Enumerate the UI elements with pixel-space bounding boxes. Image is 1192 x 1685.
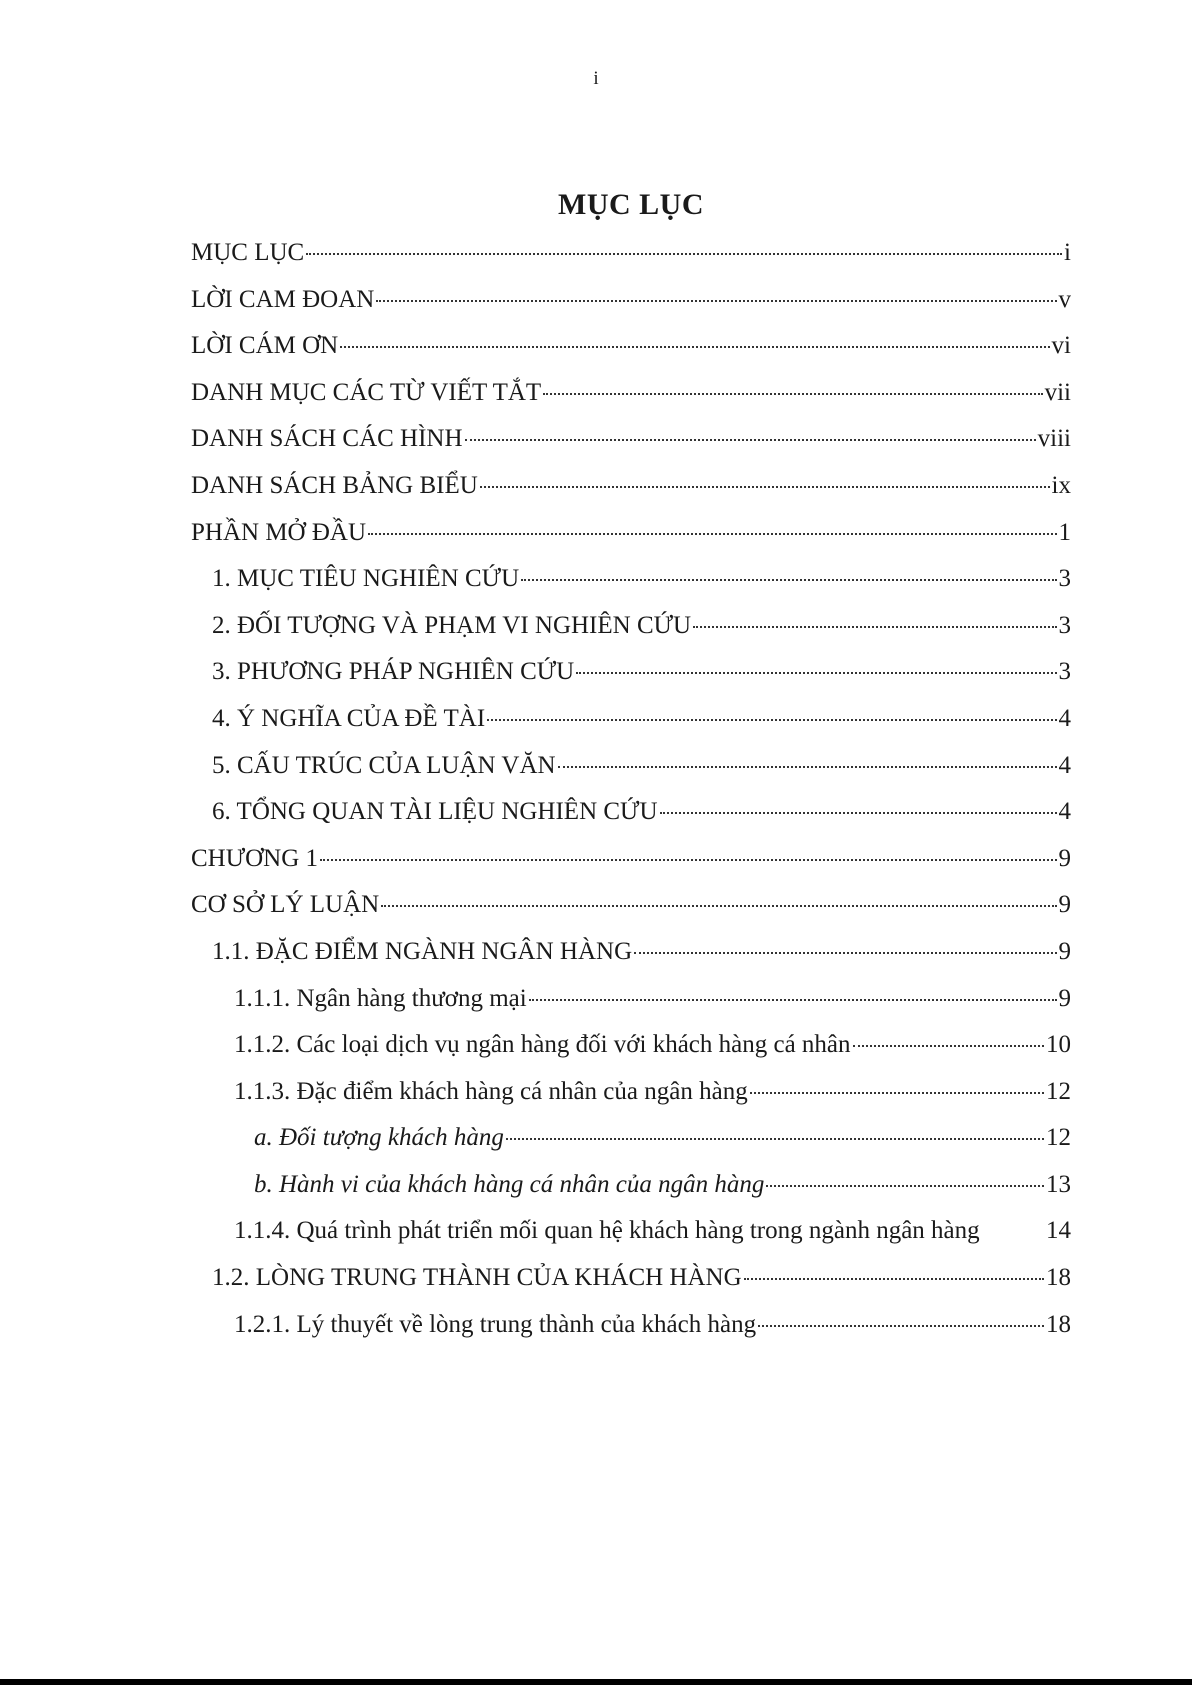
toc-entry-label: 4. Ý NGHĨA CỦA ĐỀ TÀI: [212, 704, 486, 732]
dot-leader: [376, 300, 1056, 302]
toc-entry[interactable]: [191, 286, 1071, 333]
toc-entry-page-number: 18: [1046, 1310, 1071, 1338]
toc-entry-label: LỜI CÁM ƠN: [191, 332, 339, 360]
dot-leader: [368, 533, 1056, 535]
toc-entry-page-number: 1: [1058, 518, 1071, 546]
dot-leader: [693, 626, 1056, 628]
toc-entry[interactable]: [191, 705, 1071, 752]
table-of-contents: [191, 239, 1071, 1357]
toc-entry-page-number: ix: [1051, 471, 1071, 499]
toc-entry[interactable]: [191, 798, 1071, 845]
toc-entry-page-number: viii: [1037, 425, 1071, 453]
toc-entry-page-number: 9: [1058, 937, 1071, 965]
toc-entry-label: 1.1.2. Các loại dịch vụ ngân hàng đối với khách hàng cá nhân: [234, 1031, 851, 1059]
toc-entry[interactable]: [191, 1217, 1071, 1264]
toc-entry-label: 2. ĐỐI TƯỢNG VÀ PHẠM VI NGHIÊN CỨU: [212, 611, 692, 639]
bottom-edge-rule: [0, 1679, 1192, 1685]
page-number: i: [593, 68, 599, 89]
toc-entry-page-number: 9: [1058, 891, 1071, 919]
toc-entry-page-number: vi: [1051, 332, 1071, 360]
toc-entry-page-number: 3: [1058, 611, 1071, 639]
toc-entry[interactable]: [191, 565, 1071, 612]
toc-entry-page-number: 13: [1046, 1170, 1071, 1198]
dot-leader: [758, 1325, 1044, 1327]
dot-leader: [543, 393, 1042, 395]
toc-entry-label: 3. PHƯƠNG PHÁP NGHIÊN CỨU: [212, 658, 575, 686]
toc-entry-label: 1. MỤC TIÊU NGHIÊN CỨU: [212, 565, 520, 593]
toc-entry-page-number: 9: [1058, 984, 1071, 1012]
dot-leader: [340, 346, 1049, 348]
toc-entry[interactable]: [191, 891, 1071, 938]
toc-entry-label: 1.1.1. Ngân hàng thương mại: [234, 984, 527, 1012]
toc-entry[interactable]: [191, 985, 1071, 1032]
toc-entry-label: 1.1.3. Đặc điểm khách hàng cá nhân của ngân hàng: [234, 1077, 748, 1105]
toc-entry[interactable]: [191, 239, 1071, 286]
toc-entry-label: 1.1.4. Quá trình phát triển mối quan hệ khách hàng trong ngành ngân hàng: [234, 1217, 980, 1245]
toc-entry-label: DANH MỤC CÁC TỪ VIẾT TẮT: [191, 378, 542, 406]
toc-entry-page-number: 18: [1046, 1264, 1071, 1292]
dot-leader: [576, 672, 1056, 674]
dot-leader: [853, 1045, 1044, 1047]
toc-entry-page-number: 4: [1058, 704, 1071, 732]
dot-leader: [766, 1185, 1044, 1187]
toc-entry-label: 1.2. LÒNG TRUNG THÀNH CỦA KHÁCH HÀNG: [212, 1264, 742, 1292]
toc-entry[interactable]: [191, 1311, 1071, 1358]
toc-entry-label: DANH SÁCH BẢNG BIỂU: [191, 471, 478, 499]
toc-entry[interactable]: [191, 1031, 1071, 1078]
toc-entry-page-number: 10: [1046, 1031, 1071, 1059]
toc-entry-page-number: i: [1064, 239, 1071, 266]
toc-entry-label: 1.2.1. Lý thuyết về lòng trung thành của khách hàng: [234, 1310, 757, 1338]
toc-entry[interactable]: [191, 1124, 1071, 1171]
toc-entry[interactable]: [191, 519, 1071, 566]
toc-entry-page-number: 3: [1058, 565, 1071, 593]
toc-entry[interactable]: [191, 332, 1071, 379]
toc-entry-page-number: 14: [1046, 1217, 1071, 1245]
toc-entry[interactable]: [191, 1171, 1071, 1218]
toc-entry[interactable]: [191, 1264, 1071, 1311]
toc-entry-label: PHẦN MỞ ĐẦU: [191, 518, 367, 546]
toc-entry[interactable]: [191, 425, 1071, 472]
toc-entry-label: 5. CẤU TRÚC CỦA LUẬN VĂN: [212, 751, 556, 779]
toc-entry-page-number: vii: [1044, 378, 1071, 406]
toc-entry-page-number: v: [1058, 285, 1071, 313]
dot-leader: [480, 486, 1050, 488]
dot-leader: [750, 1092, 1044, 1094]
dot-leader: [487, 719, 1056, 721]
dot-leader: [660, 812, 1057, 814]
toc-entry-label: MỤC LỤC: [191, 239, 305, 266]
toc-entry[interactable]: [191, 379, 1071, 426]
toc-entry-page-number: 9: [1058, 844, 1071, 872]
toc-entry-label: 1.1. ĐẶC ĐIỂM NGÀNH NGÂN HÀNG: [212, 937, 633, 965]
toc-entry-page-number: 12: [1046, 1077, 1071, 1105]
dot-leader: [320, 859, 1056, 861]
toc-entry-label: CƠ SỞ LÝ LUẬN: [191, 891, 380, 919]
toc-entry[interactable]: [191, 938, 1071, 985]
dot-leader: [465, 439, 1036, 441]
toc-entry-page-number: 12: [1046, 1124, 1071, 1152]
toc-entry[interactable]: [191, 1078, 1071, 1125]
toc-entry-page-number: 3: [1058, 658, 1071, 686]
dot-leader: [529, 999, 1057, 1001]
dot-leader: [634, 952, 1056, 954]
toc-entry-label: a. Đối tượng khách hàng: [254, 1124, 504, 1152]
toc-entry-page-number: 4: [1058, 798, 1071, 826]
toc-entry[interactable]: [191, 612, 1071, 659]
dot-leader: [558, 766, 1057, 768]
toc-entry[interactable]: [191, 752, 1071, 799]
toc-entry-page-number: 4: [1058, 751, 1071, 779]
dot-leader: [306, 253, 1062, 255]
toc-entry[interactable]: [191, 472, 1071, 519]
toc-entry[interactable]: [191, 845, 1071, 892]
dot-leader: [506, 1138, 1044, 1140]
toc-entry-label: CHƯƠNG 1: [191, 844, 319, 872]
dot-leader: [381, 905, 1056, 907]
toc-title: MỤC LỤC: [558, 188, 704, 221]
toc-entry-label: b. Hành vi của khách hàng cá nhân của ngân hàng: [254, 1170, 765, 1198]
dot-leader: [521, 579, 1056, 581]
toc-entry-label: LỜI CAM ĐOAN: [191, 285, 375, 313]
dot-leader: [744, 1278, 1044, 1280]
toc-entry[interactable]: [191, 658, 1071, 705]
toc-entry-label: 6. TỔNG QUAN TÀI LIỆU NGHIÊN CỨU: [212, 798, 658, 826]
toc-entry-label: DANH SÁCH CÁC HÌNH: [191, 425, 463, 453]
